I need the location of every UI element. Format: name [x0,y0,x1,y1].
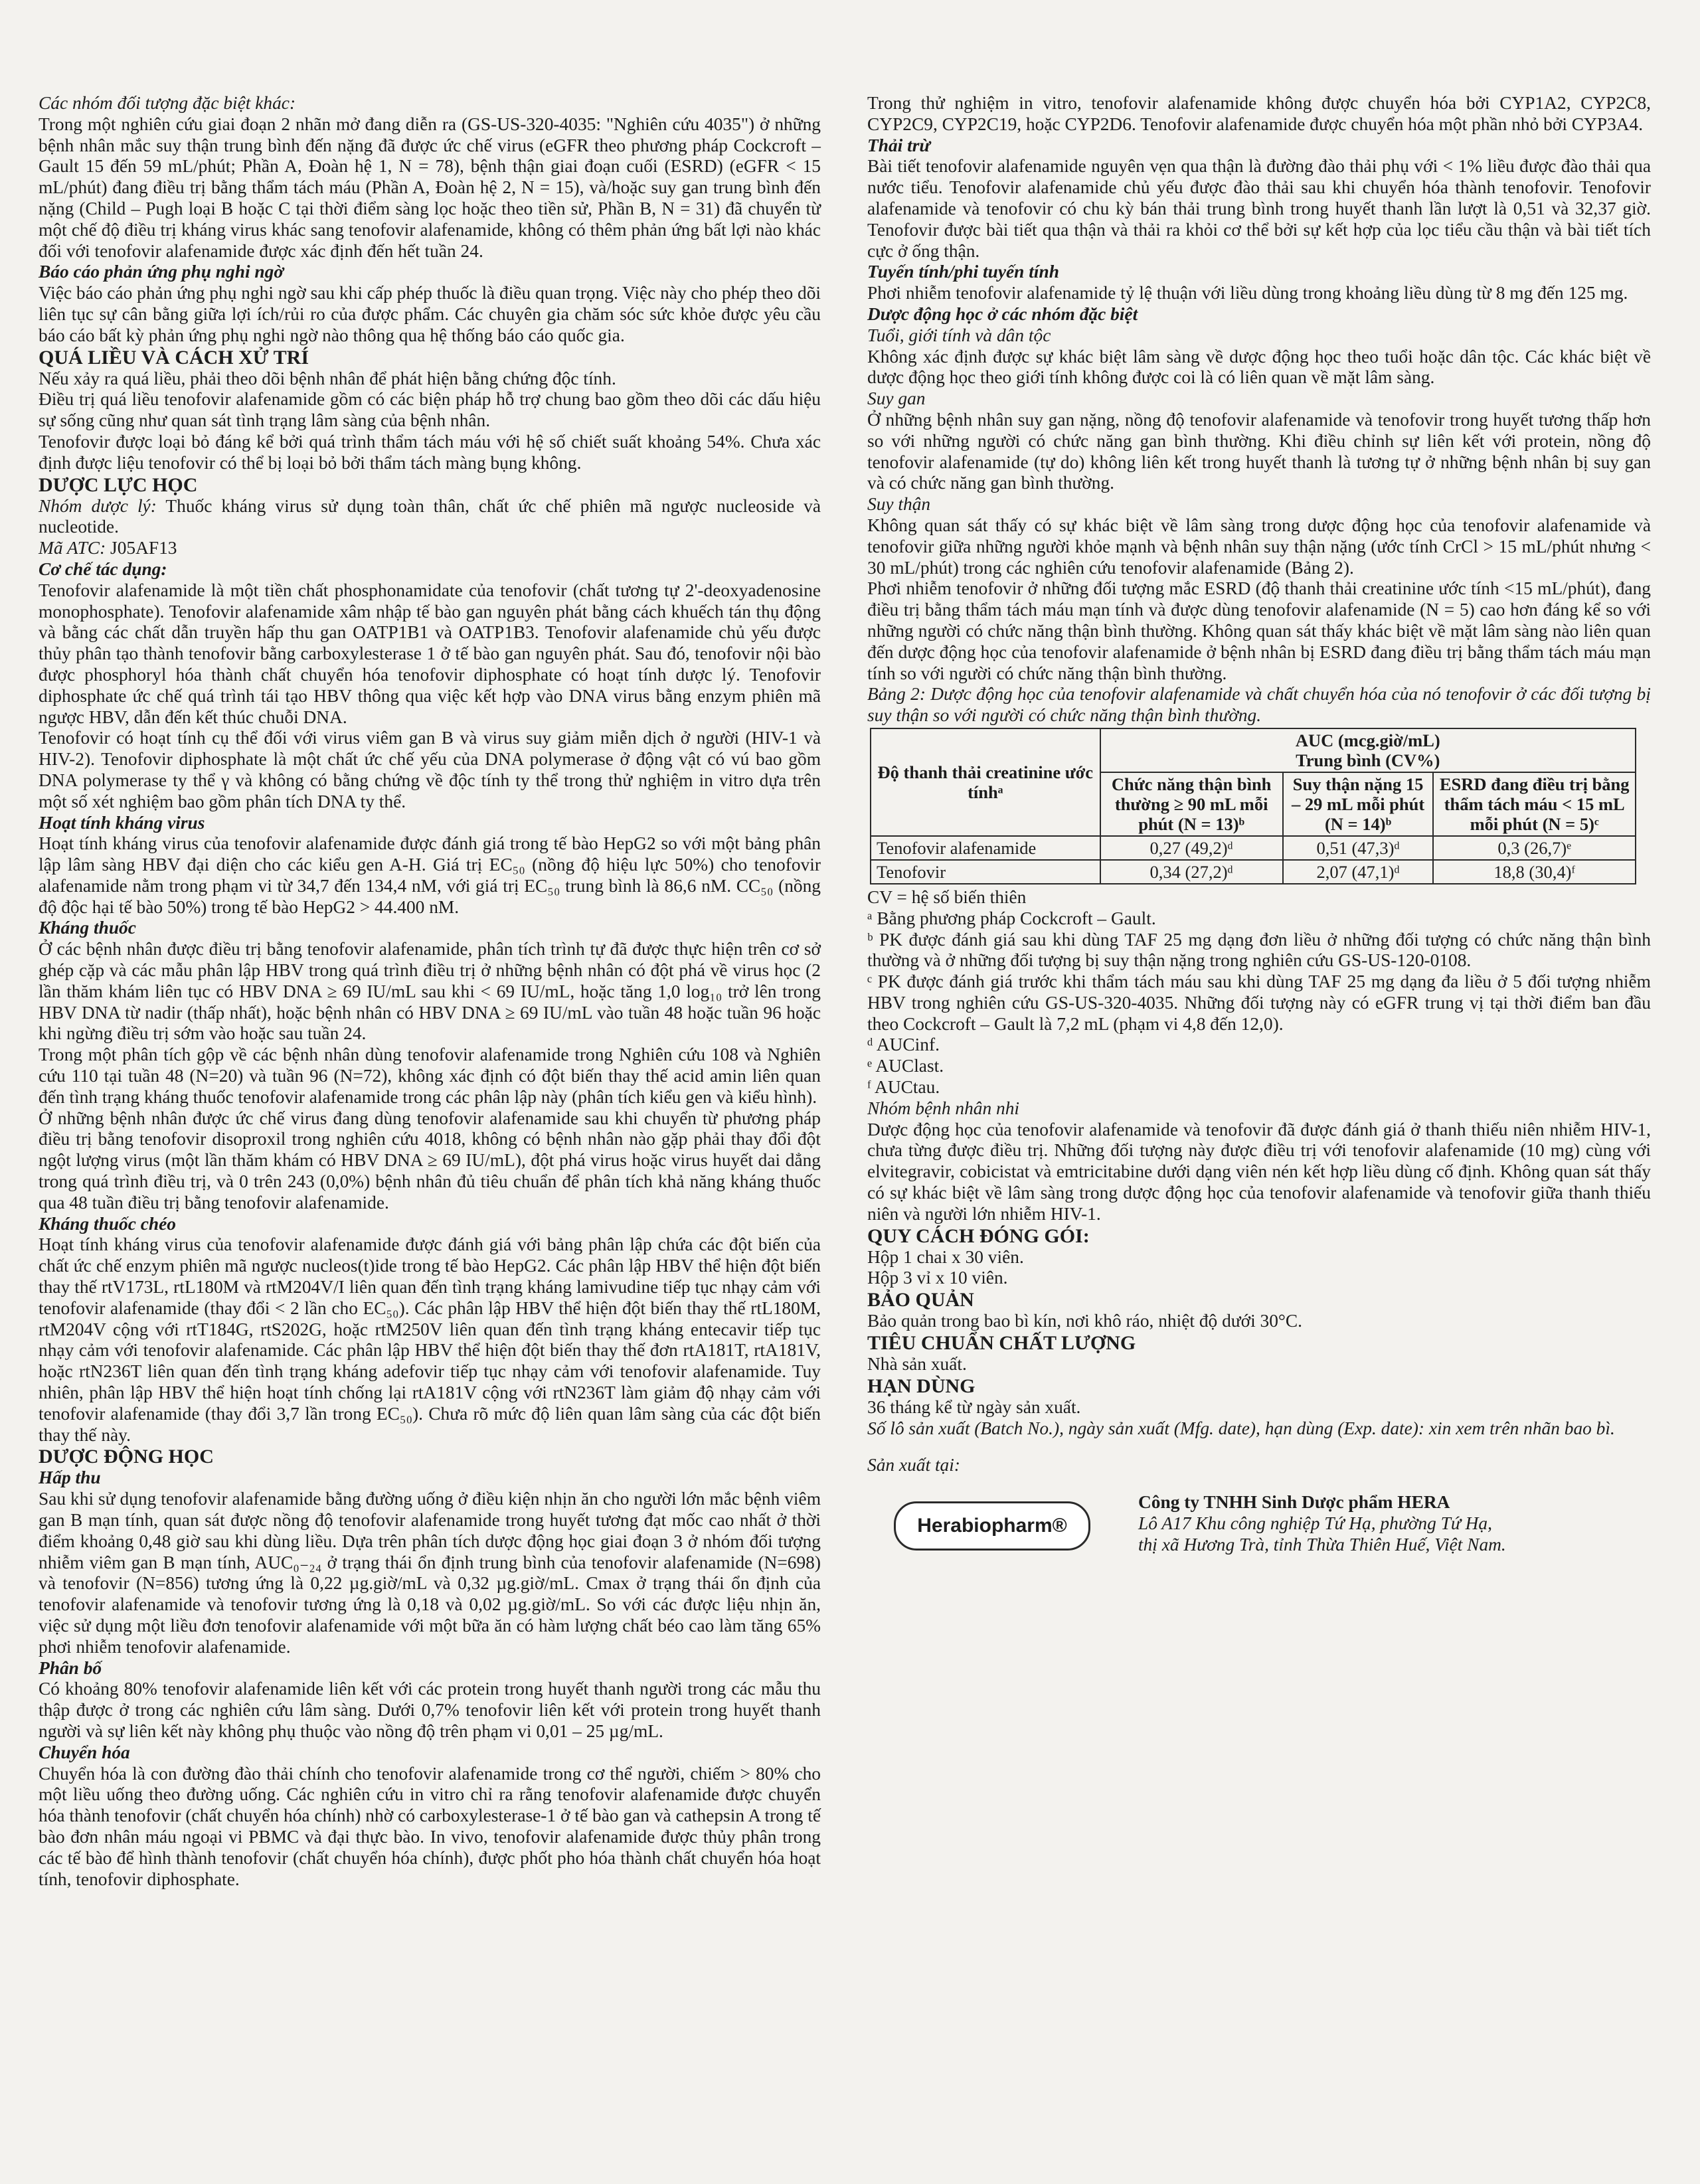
table-cell: 0,34 (27,2)ᵈ [1100,860,1283,884]
elimination-title: Thải trừ [867,135,930,155]
overdose-paragraph-1: Nếu xảy ra quá liều, phải theo dõi bệnh nhân để phát hiện bằng chứng độc tính. [39,368,616,388]
packaging-item-1: Hộp 1 chai x 30 viên. [867,1246,1024,1267]
manufacturer-details [1138,1492,1603,1555]
storage-title: BẢO QUẢN [867,1289,974,1311]
antiviral-activity-title: Hoạt tính kháng virus [39,812,205,833]
footnote-e: ᵉ AUClast. [867,1056,944,1076]
overdose-paragraph-2: Điều trị quá liều tenofovir alafenamide gồm có các biện pháp hỗ trợ chung bao gồm theo dõi các dấu hiệu sự sống cũng như quan sát tình trạng lâm sàng của bệnh nhân. [39,389,821,431]
renal-impairment-paragraph-1: Không quan sát thấy có sự khác biệt về lâm sàng trong dược động học của tenofovir alafenamide và tenofovir giữa những người khỏe mạnh và bệnh nhân suy thận nặng (ước tính CrCl > 15 mL/phút nhưng < 30 mL/phút) trong các nghiên cứu tenofovir alafenamide (Bảng 2). [867,515,1651,578]
metabolism-text: Chuyển hóa là con đường đào thải chính cho tenofovir alafenamide trong cơ thể người, chiếm > 80% cho một liều uống theo đường uống. Các nghiên cứu in vitro chỉ ra rằng tenofovir alafenamide được chuyển hóa thành tenofovir (chất chuyển hóa chính) nhờ có carboxylesterase-1 ở tế bào gan và cathepsin A trong tế bào đơn nhân máu ngoại vi PBMC và đại thực bào. In vivo, tenofovir alafenamide được thủy phân trong các tế bào để hình thành tenofovir (chất chuyển hóa chính), được phốt pho hóa thành chất chuyển hóa hoạt tính, tenofovir diphosphate. [39,1763,821,1889]
resistance-paragraph-2: Trong một phân tích gộp về các bệnh nhân dùng tenofovir alafenamide trong Nghiên cứu 108 và Nghiên cứu 110 tại tuần 48 (N=20) và tuần 96 (N=72), không xác định có đột biến thay thế acid amin liên quan đến tình trạng kháng thuốc tenofovir alafenamide trong các phân lập này (phân tích kiểu gen và kiểu hình). [39,1045,821,1107]
metabolism-title: Chuyển hóa [39,1742,130,1762]
expiry-text: 36 tháng kể từ ngày sản xuất. [867,1396,1081,1417]
table-cell: 0,3 (26,7)ᵉ [1433,836,1636,860]
mechanism-paragraph-2: Tenofovir có hoạt tính cụ thể đối với virus viêm gan B và virus suy giảm miễn dịch ở người (HIV-1 và HIV-2). Tenofovir diphosphate là một chất ức chế yếu của DNA polymerase ở động vật có vú bao gồm DNA polymerase ty thể γ và không có bằng chứng về độc tính ty thể trong thử nghiệm in vitro dựa trên một số xét nghiệm bao gồm phân tích DNA ty thể. [39,728,821,811]
linearity-text: Phơi nhiễm tenofovir alafenamide tỷ lệ thuận với liều dùng trong khoảng liều dùng từ 8 mg đến 125 mg. [867,283,1628,303]
overdose-title: QUÁ LIỀU VÀ CÁCH XỬ TRÍ [39,346,309,369]
packaging-item-2: Hộp 3 vỉ x 10 viên. [867,1268,1008,1288]
pharmacologic-group-label: Nhóm dược lý: [39,495,157,516]
adr-text: Việc báo cáo phản ứng phụ nghi ngờ sau khi cấp phép thuốc là điều quan trọng. Việc này cho phép theo dõi liên tục sự cân bằng giữa lợi ích/rủi ro của được phẩm. Các chuyên gia chăm sóc sức khỏe được yêu cầu báo cáo bất kỳ phản ứng phụ nghi ngờ nào thông qua hệ thống báo cáo quốc gia. [39,283,821,345]
header-normal-renal: Chức năng thận bình thường ≥ 90 mL mỗi phút (N = 13)ᵇ [1100,772,1283,836]
storage-text: Bảo quản trong bao bì kín, nơi khô ráo, nhiệt độ dưới 30°C. [867,1311,1303,1331]
header-esrd: ESRD đang điều trị bằng thẩm tách máu < 15 mL mỗi phút (N = 5)ᶜ [1433,772,1636,836]
atc-value: J05AF13 [106,538,177,558]
overdose-paragraph-3: Tenofovir được loại bỏ đáng kể bởi quá trình thẩm tách máu với hệ số chiết suất khoảng 54%. Chưa xác định được liệu tenofovir có thể bị loại bỏ bởi thẩm tách màng bụng không. [39,431,821,473]
right-column [867,93,1651,1568]
row-label: Tenofovir [871,860,1100,884]
footnote-c: ᶜ PK được đánh giá trước khi thẩm tách máu sau khi dùng TAF 25 mg dạng đa liều ở 5 đối tượng nhiễm HBV trong nghiên cứu GS-US-320-4035. Những đối tượng này có eGFR trung vị tại thời điểm ban đầu theo Cockcroft – Gault là 7,2 mL (phạm vi 4,8 đến 12,0). [867,971,1651,1034]
table-cell: 2,07 (47,1)ᵈ [1283,860,1434,884]
footnote-f: ᶠ AUCtau. [867,1077,940,1098]
hepatic-impairment-text: Ở những bệnh nhân suy gan nặng, nồng độ tenofovir alafenamide và tenofovir trong huyết tương thấp hơn so với những người có chức năng gan bình thường. Khi điều chỉnh sự liên kết với protein, nồng độ tenofovir alafenamide (tự do) không liên kết trong huyết thanh là tương tự ở những bệnh nhân bị suy gan và có chức năng gan bình thường. [867,409,1651,493]
pharmacologic-group-text: Thuốc kháng virus sử dụng toàn thân, chất ức chế phiên mã ngược nucleoside và nucleotide. [39,495,821,537]
absorption-title: Hấp thu [39,1468,101,1488]
linearity-title: Tuyến tính/phi tuyến tính [867,262,1059,282]
cross-resistance-title: Kháng thuốc chéo [39,1213,176,1234]
pk-renal-table [870,728,1636,884]
distribution-text: Có khoảng 80% tenofovir alafenamide liên kết với các protein trong huyết thanh người trong các mẫu thu thập được ở trong các nghiên cứu lâm sàng. Dưới 0,7% tenofovir liên kết với protein trong huyết thanh người và sự liên kết này không phụ thuộc vào nồng độ trên phạm vi 0,01 – 25 µg/mL. [39,1679,821,1741]
pharmacokinetics-title: DƯỢC ĐỘNG HỌC [39,1446,214,1468]
table-cell: 0,27 (49,2)ᵈ [1100,836,1283,860]
header-creatinine-clearance: Độ thanh thải creatinine ước tínhᵃ [871,728,1100,836]
pediatric-title: Nhóm bệnh nhân nhi [867,1098,1020,1118]
batch-info: Số lô sản xuất (Batch No.), ngày sản xuất (Mfg. date), hạn dùng (Exp. date): xin xem trên nhãn bao bì. [867,1418,1615,1438]
left-column [39,93,821,1890]
herabiopharm-logo: Herabiopharm® [894,1501,1090,1551]
resistance-title: Kháng thuốc [39,918,136,938]
header-severe-renal: Suy thận nặng 15 – 29 mL mỗi phút (N = 14)ᵇ [1283,772,1434,836]
age-gender-text: Không xác định được sự khác biệt lâm sàng về dược động học theo tuổi hoặc dân tộc. Các khác biệt về dược động học theo giới tính không được coi là có liên quan về mặt lâm sàng. [867,346,1651,388]
header-auc-line-2: Trung bình (CV%) [1296,750,1440,770]
table-cell: 0,51 (47,3)ᵈ [1283,836,1434,860]
address-line-2: thị xã Hương Trà, tỉnh Thừa Thiên Huế, Việt Nam. [1138,1534,1506,1554]
row-label: Tenofovir alafenamide [871,836,1100,860]
company-name: Công ty TNHH Sinh Dược phẩm HERA [1138,1492,1450,1513]
renal-impairment-title: Suy thận [867,494,931,515]
manufacturer-label: Sản xuất tại: [867,1455,960,1475]
footnote-a: ᵃ Bằng phương pháp Cockcroft – Gault. [867,908,1156,928]
distribution-title: Phân bố [39,1657,102,1678]
mechanism-title: Cơ chế tác dụng: [39,558,167,579]
footnote-b: ᵇ PK được đánh giá sau khi dùng TAF 25 mg dạng đơn liều ở những đối tượng có chức năng thận bình thường và ở những đối tượng bị suy thận nặng trong nghiên cứu GS-US-120-0108. [867,929,1651,971]
special-groups-text: Trong một nghiên cứu giai đoạn 2 nhãn mở đang diễn ra (GS-US-320-4035: "Nghiên cứu 4035") ở những bệnh nhân mắc suy thận trung bình đến nặng đã được ức chế virus (eGFR theo phương pháp Cockcroft – Gault 15 đến 59 mL/phút; Phần A, Đoàn hệ 1, N = 78), bệnh thận giai đoạn cuối (ESRD) (eGFR < 15 mL/phút) đang điều trị bằng thẩm tách máu (Phần A, Đoàn hệ 2, N = 15), và/hoặc suy gan trung bình đến nặng (Child – Pugh loại B hoặc C tại thời điểm sàng lọc hoặc theo tiền sử, Phần B, N = 31) đã chuyển từ một chế độ điều trị kháng virus khác sang tenofovir alafenamide, không có thêm phản ứng bất lợi nào khác đối với tenofovir alafenamide được xác định đến hết tuần 24. [39,114,821,261]
footnote-cv: CV = hệ số biến thiên [867,886,1027,907]
packaging-title: QUY CÁCH ĐÓNG GÓI: [867,1224,1090,1247]
atc-label: Mã ATC: [39,538,106,558]
cross-resistance-text: Hoạt tính kháng virus của tenofovir alafenamide được đánh giá với bảng phân lập chứa các đột biến của chất ức chế enzym phiên mã ngược nucleos(t)ide trong tế bào HepG2. Các phân lập HBV thể hiện đột biến thay thế rtV173L, rtL180M và rtM204V/I liên quan đến tình trạng kháng lamivudine tiếp tục nhạy cảm với tenofovir alafenamide (thay đổi < 2 lần cho EC₅₀). Các phân lập HBV thể hiện đột biến thay thế rtL180M, rtM204V cộng với rtT184G, rtS202G, hoặc rtM250V liên quan đến tình trạng kháng entecavir tiếp tục nhạy cảm với tenofovir alafenamide. Các phân lập HBV thể hiện đột biến thay thế đơn rtA181T, rtA181V, hoặc rtN236T liên quan đến tình trạng kháng adefovir tiếp tục nhạy cảm với tenofovir alafenamide. Tuy nhiên, phân lập HBV thể hiện hoạt tính chống lại rtA181V cộng với rtN236T làm giảm độ nhạy cảm với tenofovir alafenamide (thay đổi 3,7 lần trong EC₅₀). Chưa rõ mức độ liên quan lâm sàng của các đột biến thay thế này. [39,1234,821,1445]
header-auc-line-1: AUC (mcg.giờ/mL) [1295,730,1440,750]
atc-code [39,538,821,559]
resistance-paragraph-3: Ở những bệnh nhân được ức chế virus đang dùng tenofovir alafenamide sau khi chuyển từ phương pháp điều trị bằng tenofovir disoproxil trong nghiên cứu 4018, không có bệnh nhân nào gặp phải thay đổi đột ngột lượng virus (một lần thăm khám có HBV DNA ≥ 69 IU/mL), đột phá virus hoặc virus huyết dai dẳng trong quá trình điều trị, và 0 trên 243 (0,0%) bệnh nhân đủ tiêu chuẩn để phân tích khả năng kháng thuốc qua 48 tuần điều trị bằng tenofovir alafenamide. [39,1108,821,1213]
table-row [871,836,1636,860]
absorption-text: Sau khi sử dụng tenofovir alafenamide bằng đường uống ở điều kiện nhịn ăn cho người lớn mắc bệnh viêm gan B mạn tính, quan sát được nồng độ tenofovir alafenamide trong huyết tương đạt mốc cao nhất ở thời điểm khoảng 0,48 giờ sau khi dùng liều. Dựa trên phân tích dược động học giai đoạn 3 ở nhóm đối tượng nhiễm viêm gan B mạn tính, AUC₀₋₂₄ ở trạng thái ổn định trung bình của tenofovir alafenamide (N=698) và tenofovir (N=856) tương ứng là 0,22 µg.giờ/mL và 0,32 µg.giờ/mL. Cmax ở trạng thái ổn định của tenofovir alafenamide và tenofovir tương ứng là 0,18 và 0,02 µg.giờ/mL. So với các được liệu nhịn ăn, việc sử dụng một liều đơn tenofovir alafenamide với một bữa ăn có hàm lượng chất béo cao làm tăng 65% phơi nhiễm tenofovir alafenamide. [39,1489,821,1657]
quality-standard-text: Nhà sản xuất. [867,1354,967,1375]
manufacturer-block [867,1488,1651,1568]
hepatic-impairment-title: Suy gan [867,388,926,409]
mechanism-paragraph-1: Tenofovir alafenamide là một tiền chất phosphonamidate của tenofovir (chất tương tự 2'-deoxyadenosine monophosphate). Tenofovir alafenamide xâm nhập tế bào gan nguyên phát bằng cách khuếch tán thụ động và bằng các chất dẫn truyền hấp thu gan OATP1B1 và OATP1B3. Tenofovir alafenamide chủ yếu được thủy phân tạo thành tenofovir bằng carboxylesterase 1 ở tế bào gan nguyên phát. Sau đó, tenofovir nội bào được phosphoryl hóa thành chất chuyển hóa tenofovir diphosphate có hoạt tính dược lý. Tenofovir diphosphate ức chế quá trình tái tạo HBV thông qua việc kết hợp vào DNA virus bằng enzym phiên mã ngược HBV, dẫn đến kết thúc chuỗi DNA. [39,580,821,727]
header-auc-group [1100,728,1636,772]
footnote-d: ᵈ AUCinf. [867,1035,940,1055]
renal-impairment-paragraph-2: Phơi nhiễm tenofovir ở những đối tượng mắc ESRD (độ thanh thải creatinine ước tính <15 mL/phút), đang điều trị bằng thẩm tách máu mạn tính và được dùng tenofovir alafenamide (N = 5) cao hơn đáng kể so với những người có chức năng thận bình thường. Không quan sát thấy khác biệt về mặt lâm sàng nào liên quan đến dược động học của tenofovir alafenamide ở bệnh nhân bị ESRD đang điều trị bằng thẩm tách máu mạn tính so với người có chức năng thận bình thường. [867,578,1651,683]
table-row [871,860,1636,884]
in-vitro-metabolism-text: Trong thử nghiệm in vitro, tenofovir alafenamide không được chuyển hóa bởi CYP1A2, CYP2C8, CYP2C9, CYP2C19, hoặc CYP2D6. Tenofovir alafenamide được chuyển hóa một phần nhỏ bởi CYP3A4. [867,93,1651,134]
resistance-paragraph-1: Ở các bệnh nhân được điều trị bằng tenofovir alafenamide, phân tích trình tự đã được thực hiện trên cơ sở ghép cặp và các mẫu phân lập HBV trong quá trình điều trị ở những bệnh nhân có đột phá về virus học (2 lần thăm khám liên tục có HBV DNA ≥ 69 IU/mL sau khi < 69 IU/mL, hoặc tăng 1,0 log₁₀ trở lên trong HBV DNA từ nadir (thấp nhất), hoặc bệnh nhân có HBV DNA ≥ 69 IU/mL vào tuần 48 hoặc tuần 96 hoặc khi ngừng điều trị sớm vào hoặc sau tuần 24. [39,939,821,1044]
adr-title: Báo cáo phản ứng phụ nghi ngờ [39,262,284,282]
special-groups-title: Các nhóm đối tượng đặc biệt khác: [39,93,296,113]
special-populations-title: Dược động học ở các nhóm đặc biệt [867,303,1138,324]
expiry-title: HẠN DÙNG [867,1375,976,1397]
antiviral-activity-text: Hoạt tính kháng virus của tenofovir alafenamide được đánh giá trong tế bào HepG2 so với một bảng phân lập lâm sàng HBV đại diện cho các kiểu gen A-H. Giá trị EC₅₀ (nồng độ hiệu lực 50%) cho tenofovir alafenamide nằm trong phạm vi từ 34,7 đến 134,4 nM, với giá trị EC₅₀ trung bình là 86,6 nM. CC₅₀ (nồng độ độc hại tế bào 50%) trong tế bào HepG2 > 44.400 nM. [39,833,821,917]
pharmacologic-group [39,496,821,539]
table-header-row-1 [871,728,1636,772]
quality-standard-title: TIÊU CHUẨN CHẤT LƯỢNG [867,1332,1136,1355]
age-gender-title: Tuổi, giới tính và dân tộc [867,325,1051,345]
address-line-1: Lô A17 Khu công nghiệp Tứ Hạ, phường Tứ Hạ, [1138,1513,1492,1534]
pediatric-text: Dược động học của tenofovir alafenamide và tenofovir đã được đánh giá ở thanh thiếu niên nhiễm HIV-1, chưa từng được điều trị. Những đối tượng này được điều trị với tenofovir alafenamide (10 mg) cùng với elvitegravir, cobicistat và emtricitabine dưới dạng viên nén kết hợp liều dùng cố định. Không quan sát thấy có sự khác biệt về lâm sàng trong dược động học của tenofovir alafenamide và tenofovir giữa thanh thiếu niên và người lớn nhiễm HIV-1. [867,1119,1651,1224]
elimination-text: Bài tiết tenofovir alafenamide nguyên vẹn qua thận là đường đào thải phụ với < 1% liều được đào thải qua nước tiểu. Tenofovir alafenamide chủ yếu được đào thải sau khi chuyển hóa thành tenofovir. Tenofovir alafenamide và tenofovir có chu kỳ bán thải trung bình trong huyết thanh lần lượt là 0,51 và 32,37 giờ. Tenofovir được bài tiết qua thận và thải ra khỏi cơ thể bởi sự kết hợp của lọc tiểu cầu thận và bài tiết tích cực ở ống thận. [867,156,1651,261]
table-cell: 18,8 (30,4)ᶠ [1433,860,1636,884]
pharmacodynamics-title: DƯỢC LỰC HỌC [39,473,198,496]
table-caption: Bảng 2: Dược động học của tenofovir alafenamide và chất chuyển hóa của nó tenofovir ở các đối tượng bị suy thận so với người có chức năng thận bình thường. [867,684,1651,726]
